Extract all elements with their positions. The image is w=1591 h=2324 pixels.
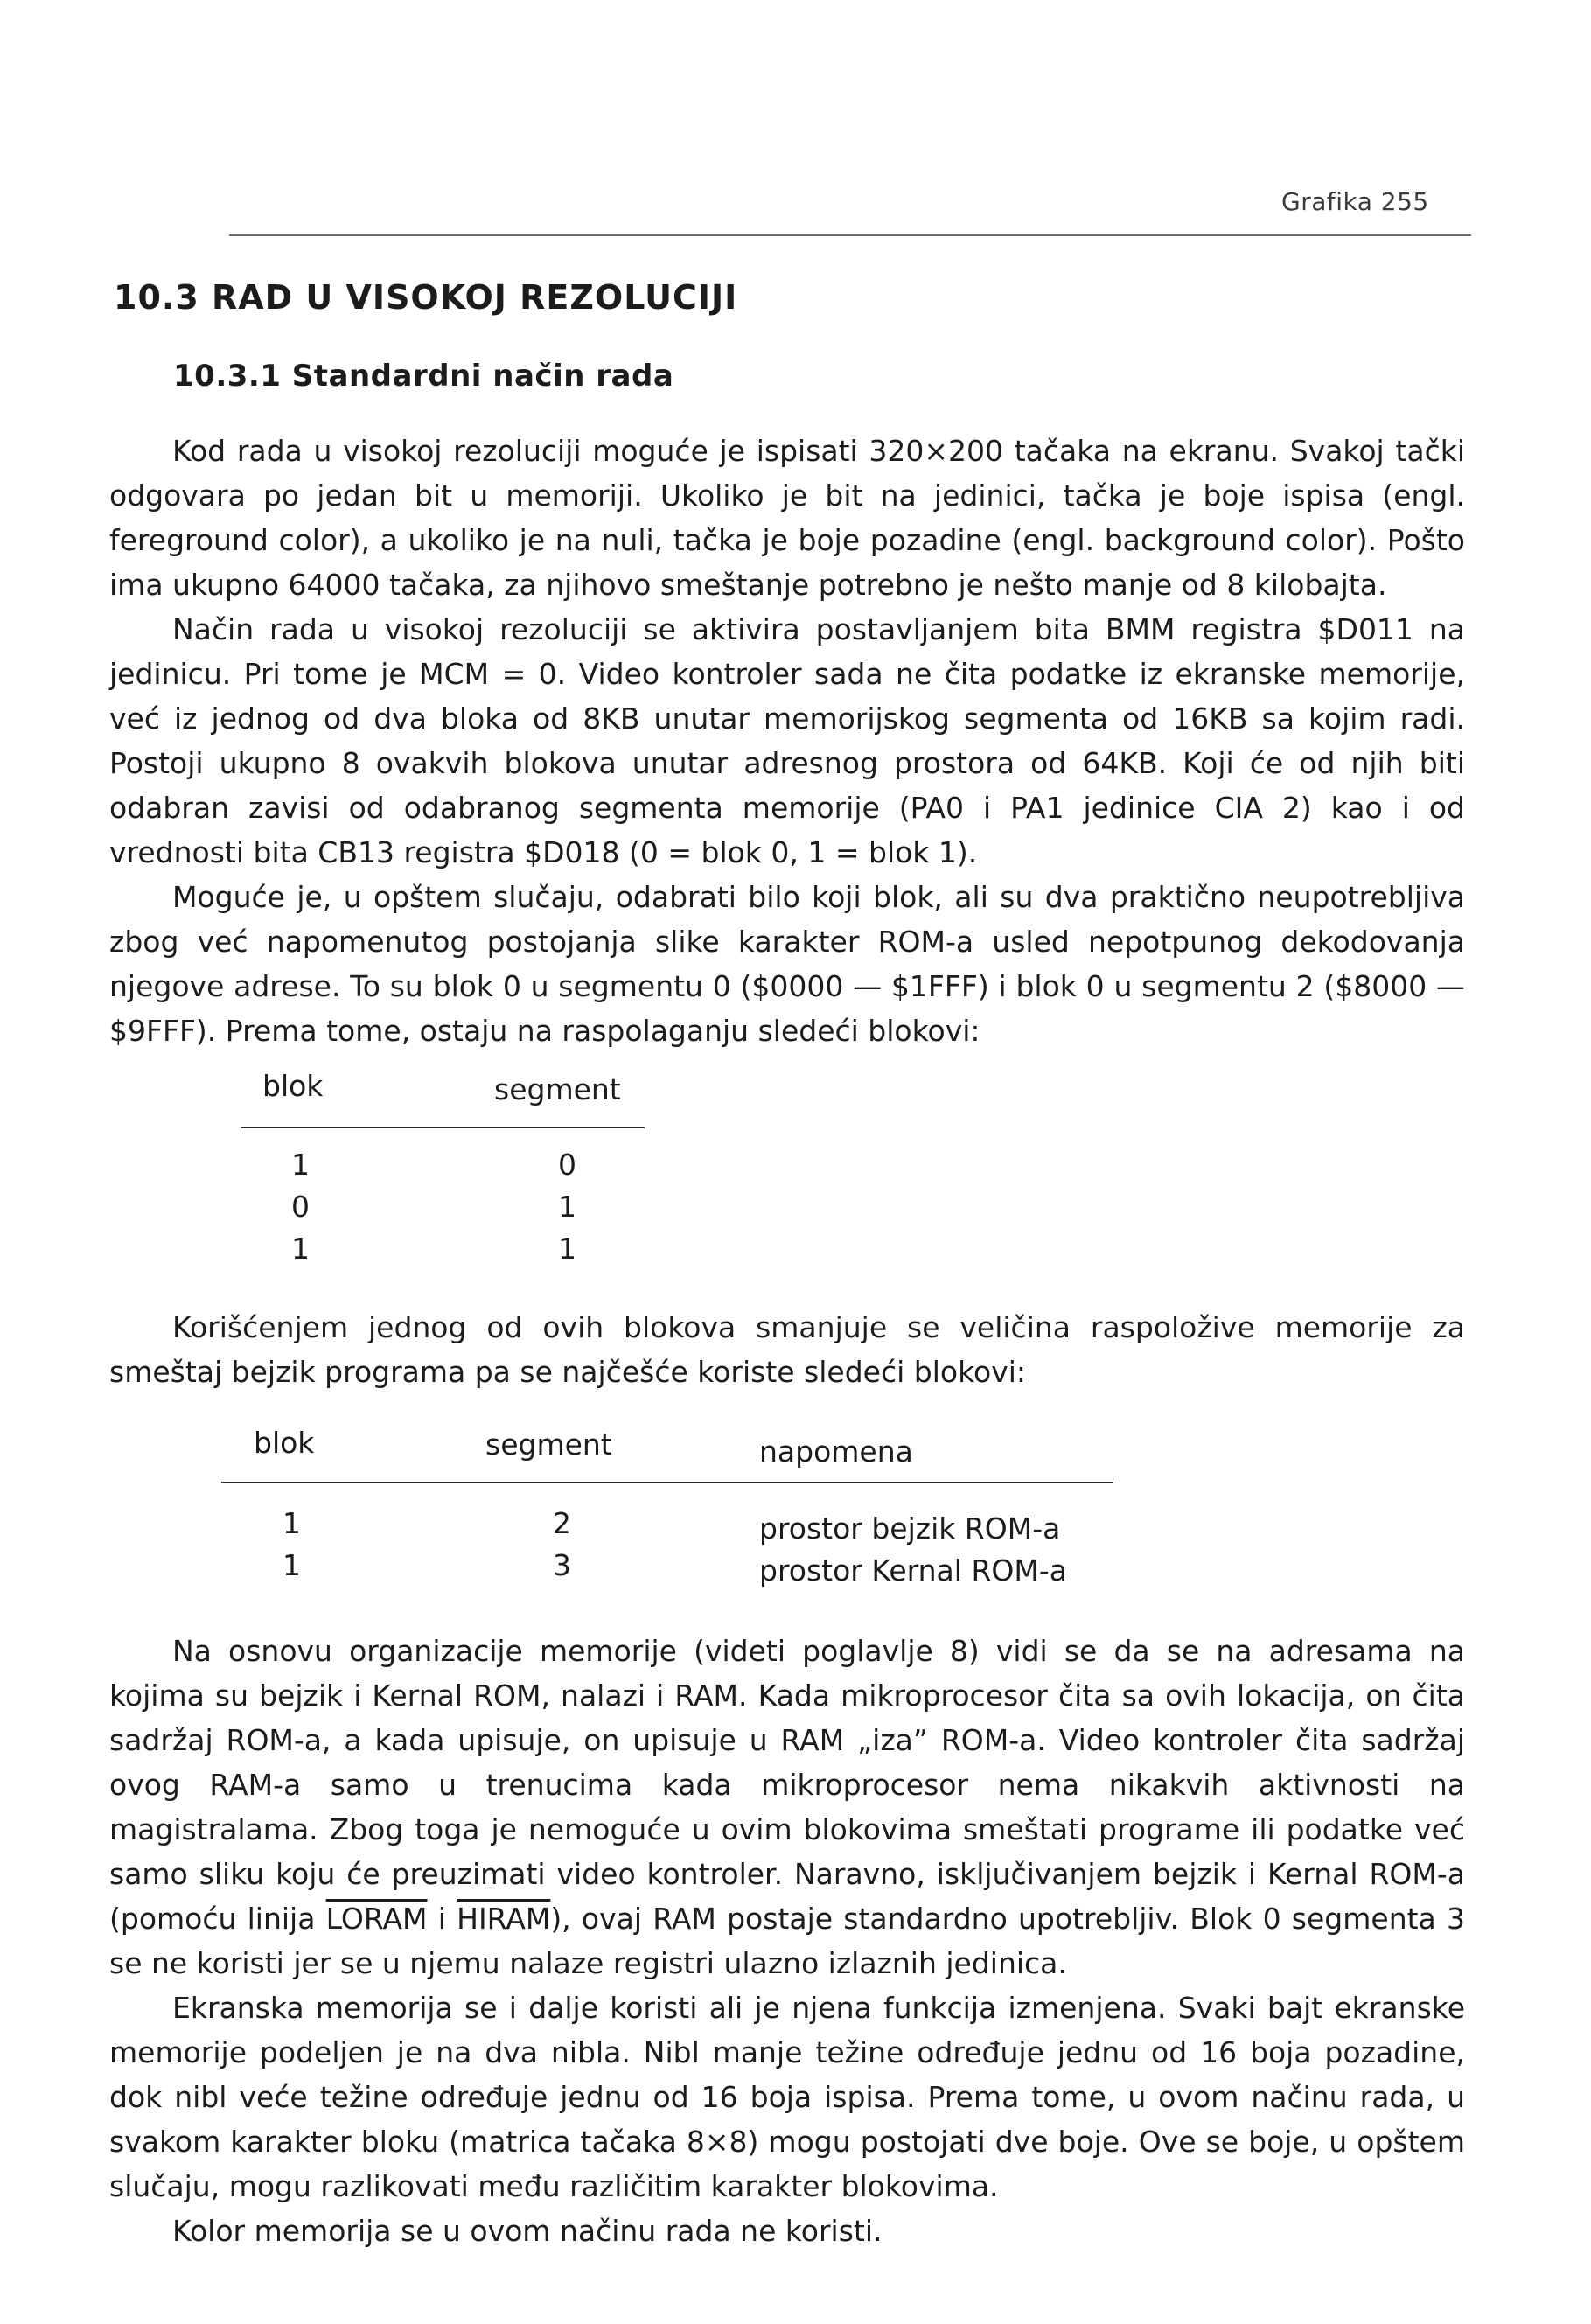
table-cell: 3 [553,1548,571,1582]
paragraph: Ekranska memorija se i dalje koristi ali je njena funkcija izmenjena. Svaki bajt ekranske memorije podeljen je na dva nibla. Nibl manje težine određuje jednu od 16 boja pozadine, dok nibl veće težine određuje jednu od 16 boja ispisa. Prema tome, u ovom načinu rada, u svakom karakter bloku (matrica tačaka 8×8) mogu postojati dve boje. Ove se boje, u opštem slučaju, mogu razlikovati među različitim karakter blokovima. [109,1991,1465,2203]
paragraph: Moguće je, u opštem slučaju, odabrati bilo koji blok, ali su dva praktično neupotrebljiva zbog već napomenutog postojanja slike karakter ROM-a usled nepotpunog dekodovanja njegove adrese. To su blok 0 u segmentu 0 ($0000 — $1FFF) i blok 0 u segmentu 2 ($8000 — $9FFF). Prema tome, ostaju na raspolaganju sledeći blokovi: [109,880,1465,1048]
paragraph: Korišćenjem jednog od ovih blokova smanjuje se veličina raspoložive memorije za smeštaj bejzik programa pa se najčešće koriste sledeći blokovi: [109,1310,1465,1389]
paragraph-text: Na osnovu organizacije memorije (videti poglavlje 8) vidi se da se na adresama na kojima su bejzik i Kernal ROM, nalazi i RAM. Kada mikroprocesor čita sa ovih lokacija, on čita sadržaj ROM-a, a kada upisuje, on upisuje u RAM „iza” ROM-a. Video kontroler čita sadržaj ovog RAM-a samo u trenucima kada mikroprocesor nema nikakvih aktivnosti na magistralama. Zbog toga je nemoguće u ovim blokovima smeštati programe ili podatke već samo sliku koju će preuzimati video kontroler. Naravno, isključivanjem bejzik i Kernal ROM-a (pomoću linija [109,1634,1465,1936]
text-block-2 [109,1305,1465,1394]
running-head: Grafika 255 [1281,187,1429,216]
paragraph-text: ), ovaj RAM postaje standardno upotrebljiv. Blok 0 segmenta 3 se ne koristi jer se u njemu nalaze registri ulazno izlaznih jedinica. [109,1902,1465,1980]
header-rule [229,234,1471,236]
table-cell: 0 [558,1148,576,1182]
table-cell: 1 [558,1190,576,1224]
paragraph: Kolor memorija se u ovom načinu rada ne koristi. [172,2214,883,2248]
paragraph: Način rada u visokoj rezoluciji se aktivira postavljanjem bita BMM registra $D011 na jedinicu. Pri tome je MCM = 0. Video kontroler sada ne čita podatke iz ekranske memorije, već iz jednog od dva bloka od 8KB unutar memorijskog segmenta od 16KB sa kojim radi. Postoji ukupno 8 ovakvih blokova unutar adresnog prostora od 64KB. Koji će od njih biti odabran zavisi od odabranog segmenta memorije (PA0 i PA1 jedinice CIA 2) kao i od vrednosti bita CB13 registra $D018 (0 = blok 0, 1 = blok 1). [109,612,1465,869]
table-rule [241,1127,645,1128]
table-cell: 1 [283,1548,301,1582]
paragraph: Kod rada u visokoj rezoluciji moguće je ispisati 320×200 tačaka na ekranu. Svakoj tački odgovara po jedan bit u memoriji. Ukoliko je bit na jedinici, tačka je boje ispisa (engl. fereground color), a ukoliko je na nuli, tačka je boje pozadine (engl. background color). Pošto ima ukupno 64000 tačaka, za njihovo smeštanje potrebno je nešto manje od 8 kilobajta. [109,434,1465,602]
table-cell: 1 [291,1232,310,1266]
paragraph-text: i [427,1902,457,1936]
table-header-segment: segment [494,1072,621,1106]
table-cell: 0 [291,1190,310,1224]
table-rule [221,1482,1113,1483]
paragraph [109,1629,1465,1986]
table-cell: prostor Kernal ROM-a [759,1553,1067,1588]
table-header-blok: blok [262,1069,324,1103]
table-cell: prostor bejzik ROM-a [759,1511,1061,1546]
table-cell: 2 [553,1506,571,1540]
table-cell: 1 [558,1232,576,1266]
subsection-heading: 10.3.1 Standardni način rada [173,359,674,394]
section-heading: 10.3 RAD U VISOKOJ REZOLUCIJI [114,278,738,317]
table-cell: 1 [291,1148,310,1182]
table-header-napomena: napomena [759,1434,913,1469]
table-header-segment: segment [485,1427,612,1462]
table-cell: 1 [283,1506,301,1540]
intro-text-block [109,429,1465,1053]
text-block-3 [109,1629,1465,2253]
table-header-blok: blok [254,1426,315,1460]
loram-signal: LORAM [325,1902,428,1936]
hiram-signal: HIRAM [457,1902,551,1936]
